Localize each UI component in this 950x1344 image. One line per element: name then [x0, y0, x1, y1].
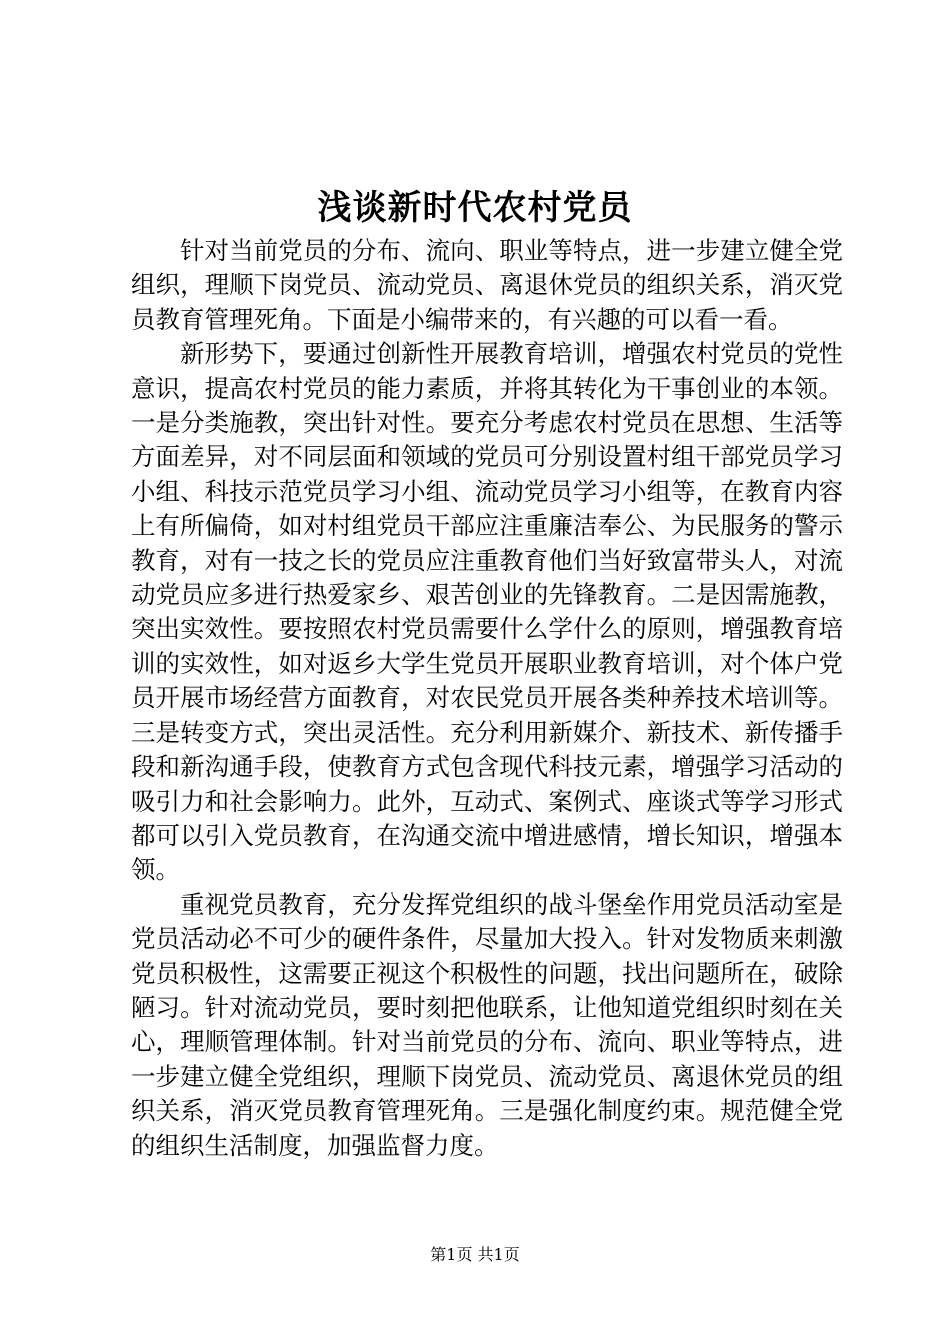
- paragraph-education-training: 新形势下，要通过创新性开展教育培训，增强农村党员的党性意识，提高农村党员的能力素质，并将其转化为干事创业的本领。一是分类施教，突出针对性。要充分考虑农村党员在思想、生活等方面差异，对不同层面和领域的党员可分别设置村组干部党员学习小组、科技示范党员学习小组、流动党员学习小组等，在教育内容上有所偏倚，如对村组党员干部应注重廉洁奉公、为民服务的警示教育，对有一技之长的党员应注重教育他们当好致富带头人，对流动党员应多进行热爱家乡、艰苦创业的先锋教育。二是因需施教，突出实效性。要按照农村党员需要什么学什么的原则，增强教育培训的实效性，如对返乡大学生党员开展职业教育培训，对个体户党员开展市场经营方面教育，对农民党员开展各类种养技术培训等。三是转变方式，突出灵活性。充分利用新媒介、新技术、新传播手段和新沟通手段，使教育方式包含现代科技元素，增强学习活动的吸引力和社会影响力。此外，互动式、案例式、座谈式等学习形式都可以引入党员教育，在沟通交流中增进感情，增长知识，增强本领。: [131, 339, 843, 885]
- paragraph-intro: 针对当前党员的分布、流向、职业等特点，进一步建立健全党组织，理顺下岗党员、流动党员、离退休党员的组织关系，消灭党员教育管理死角。下面是小编带来的，有兴趣的可以看一看。: [131, 236, 843, 334]
- page-number-footer: 第1页 共1页: [430, 1245, 520, 1264]
- paragraph-party-management: 重视党员教育，充分发挥党组织的战斗堡垒作用党员活动室是党员活动必不可少的硬件条件，尽量加大投入。针对发物质来刺激党员积极性，这需要正视这个积极性的问题，找出问题所在，破除陋习。针对流动党员，要时刻把他联系，让他知道党组织时刻在关心，理顺管理体制。针对当前党员的分布、流向、职业等特点，进一步建立健全党组织，理顺下岗党员、流动党员、离退休党员的组织关系，消灭党员教育管理死角。三是强化制度约束。规范健全党的组织生活制度，加强监督力度。: [131, 889, 843, 1160]
- document-title: 浅谈新时代农村党员: [317, 188, 633, 228]
- document-body: [131, 234, 843, 1163]
